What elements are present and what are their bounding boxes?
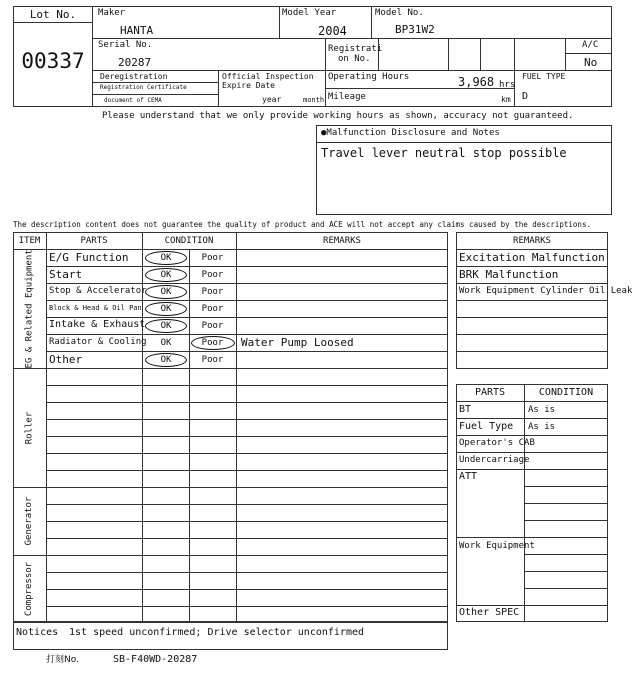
malfunction-title: ●Malfunction Disclosure and Notes bbox=[321, 128, 500, 138]
remark-item: Work Equipment Cylinder Oil Leak bbox=[459, 286, 633, 296]
divider bbox=[218, 70, 219, 107]
fuel-type-value: D bbox=[522, 91, 529, 102]
lot-number: 00337 bbox=[21, 49, 85, 73]
divider bbox=[456, 435, 608, 436]
bt-label: BT bbox=[459, 404, 472, 415]
poor-option[interactable]: Poor bbox=[201, 321, 224, 331]
divider bbox=[46, 436, 448, 437]
stamp-label: 打刻No. bbox=[46, 655, 79, 665]
right-remarks-header: REMARKS bbox=[513, 236, 551, 246]
divider bbox=[378, 38, 379, 70]
lot-label: Lot No. bbox=[29, 8, 77, 21]
divider bbox=[46, 470, 448, 471]
divider bbox=[456, 300, 608, 301]
roller-section-label: Roller bbox=[24, 411, 35, 445]
ok-option[interactable]: OK bbox=[160, 304, 172, 314]
model-no-value: BP31W2 bbox=[395, 23, 435, 36]
registration-label-2: on No. bbox=[338, 54, 371, 64]
divider bbox=[524, 486, 608, 487]
ok-option[interactable]: OK bbox=[160, 253, 172, 263]
notices-label: Notices bbox=[16, 627, 59, 638]
generator-section-label: Generator bbox=[24, 496, 34, 546]
divider bbox=[92, 82, 218, 83]
divider bbox=[13, 368, 448, 369]
divider bbox=[456, 418, 608, 419]
undercarriage-label: Undercarriage bbox=[459, 455, 530, 465]
other-spec-label: Other SPEC bbox=[459, 607, 520, 618]
divider bbox=[456, 317, 608, 318]
hours-note: Please understand that we only provide working hours as shown, accuracy not guaranteed. bbox=[102, 111, 574, 121]
ok-option[interactable]: OK bbox=[160, 355, 172, 365]
divider bbox=[46, 385, 448, 386]
divider bbox=[46, 283, 448, 284]
divider bbox=[46, 266, 448, 267]
divider bbox=[92, 94, 218, 95]
bt-condition: As is bbox=[528, 405, 556, 415]
poor-option[interactable]: Poor bbox=[201, 253, 224, 263]
divider bbox=[46, 538, 448, 539]
divider bbox=[46, 402, 448, 403]
serial-label: Serial No. bbox=[98, 40, 153, 50]
fuel-type-label: FUEL TYPE bbox=[522, 72, 566, 81]
divider bbox=[236, 232, 237, 622]
divider bbox=[46, 453, 448, 454]
divider bbox=[13, 249, 448, 250]
compressor-section-label: Compressor bbox=[24, 561, 34, 617]
divider bbox=[279, 6, 280, 38]
ok-option[interactable]: OK bbox=[160, 321, 172, 331]
divider bbox=[46, 232, 47, 622]
cema-document-label: document of CEMA bbox=[104, 97, 162, 104]
divider bbox=[46, 572, 448, 573]
divider bbox=[456, 452, 608, 453]
divider bbox=[480, 38, 481, 70]
registration-label-1: Registrati bbox=[328, 44, 383, 54]
condition-header: CONDITION bbox=[164, 236, 214, 246]
divider bbox=[456, 334, 608, 335]
remark-item: Excitation Malfunction bbox=[459, 251, 605, 264]
poor-option[interactable]: Poor bbox=[201, 287, 224, 297]
deregistration-label: Deregistration bbox=[100, 72, 168, 81]
serial-value: 20287 bbox=[118, 56, 152, 69]
divider bbox=[456, 351, 608, 352]
divider bbox=[13, 555, 448, 556]
part-name: Stop & Accelerator bbox=[49, 286, 147, 296]
divider bbox=[13, 487, 448, 488]
divider bbox=[46, 606, 448, 607]
divider bbox=[456, 249, 608, 250]
poor-option[interactable]: Poor bbox=[201, 355, 224, 365]
divider bbox=[325, 38, 326, 107]
malfunction-text: Travel lever neutral stop possible bbox=[321, 146, 567, 160]
item-header: ITEM bbox=[18, 236, 41, 246]
divider bbox=[92, 38, 612, 39]
divider bbox=[46, 300, 448, 301]
divider bbox=[46, 521, 448, 522]
part-name: Start bbox=[49, 268, 83, 281]
part-name: E/G Function bbox=[49, 251, 129, 264]
part-name: Block & Head & Oil Pan bbox=[49, 304, 142, 312]
remark-text: Water Pump Loosed bbox=[241, 336, 354, 349]
divider bbox=[316, 142, 612, 143]
km-unit: km bbox=[501, 95, 511, 104]
remarks-header: REMARKS bbox=[323, 236, 361, 246]
divider bbox=[524, 520, 608, 521]
divider bbox=[46, 351, 448, 352]
poor-option[interactable]: Poor bbox=[201, 304, 224, 314]
inspection-label-2: Expire Date bbox=[222, 81, 275, 90]
ok-option[interactable]: OK bbox=[160, 338, 172, 348]
year-label: year bbox=[262, 95, 282, 104]
ac-value: No bbox=[584, 56, 598, 69]
divider bbox=[456, 266, 608, 267]
inspection-label-1: Official Inspection bbox=[222, 72, 314, 81]
divider bbox=[524, 571, 608, 572]
hrs-unit: hrs bbox=[499, 80, 516, 90]
poor-option[interactable]: Poor bbox=[201, 270, 224, 280]
ok-option[interactable]: OK bbox=[160, 270, 172, 280]
parts-header: PARTS bbox=[80, 236, 108, 246]
eg-section-label: EG & Related Equipment bbox=[24, 249, 35, 369]
divider bbox=[46, 589, 448, 590]
registration-certificate-label: Registration Certificate bbox=[100, 84, 187, 91]
operating-hours-value: 3,968 bbox=[458, 75, 495, 89]
model-year-value: 2004 bbox=[318, 24, 347, 38]
parts-header-right: PARTS bbox=[474, 387, 506, 398]
condition-header-right: CONDITION bbox=[538, 387, 594, 398]
malfunction-box bbox=[316, 125, 612, 215]
divider bbox=[524, 503, 608, 504]
divider bbox=[524, 588, 608, 589]
fuel-type-part-label: Fuel Type bbox=[459, 421, 514, 432]
divider bbox=[456, 401, 608, 402]
ok-option[interactable]: OK bbox=[160, 287, 172, 297]
divider bbox=[46, 504, 448, 505]
fuel-type-condition: As is bbox=[528, 422, 556, 432]
divider bbox=[92, 70, 514, 71]
operators-cab-label: Operator's CAB bbox=[459, 438, 535, 448]
divider bbox=[46, 317, 448, 318]
model-year-label: Model Year bbox=[282, 8, 337, 18]
operating-hours-label: Operating Hours bbox=[328, 72, 410, 82]
work-equipment-label: Work Equipment bbox=[459, 541, 535, 551]
divider bbox=[456, 537, 608, 538]
divider bbox=[524, 554, 608, 555]
disclaimer: The description content does not guarantee the quality of product and ACE will not accept any claims caused by the descriptions. bbox=[13, 220, 591, 229]
part-name: Other bbox=[49, 353, 83, 366]
remark-item: BRK Malfunction bbox=[459, 268, 559, 281]
divider bbox=[456, 283, 608, 284]
att-label: ATT bbox=[459, 471, 478, 482]
divider bbox=[565, 38, 566, 70]
part-name: Intake & Exhaust bbox=[49, 319, 146, 330]
divider bbox=[448, 38, 449, 70]
ac-label: A/C bbox=[582, 40, 599, 50]
divider bbox=[371, 6, 372, 38]
divider bbox=[46, 419, 448, 420]
part-name: Radiator & Cooling bbox=[49, 337, 147, 347]
divider bbox=[456, 605, 608, 606]
maker-label: Maker bbox=[98, 8, 126, 18]
model-no-label: Model No. bbox=[375, 8, 424, 18]
mileage-label: Mileage bbox=[328, 92, 366, 102]
notices-text: 1st speed unconfirmed; Drive selector unconfirmed bbox=[69, 627, 365, 638]
divider bbox=[456, 469, 608, 470]
stamp-value: SB-F40WD-20287 bbox=[113, 654, 198, 665]
divider bbox=[46, 334, 448, 335]
divider bbox=[514, 38, 515, 107]
poor-option[interactable]: Poor bbox=[201, 338, 224, 348]
maker-value: HANTA bbox=[120, 24, 154, 37]
divider bbox=[13, 22, 93, 23]
divider bbox=[565, 53, 612, 54]
divider bbox=[514, 70, 612, 71]
month-label: month bbox=[303, 96, 325, 104]
